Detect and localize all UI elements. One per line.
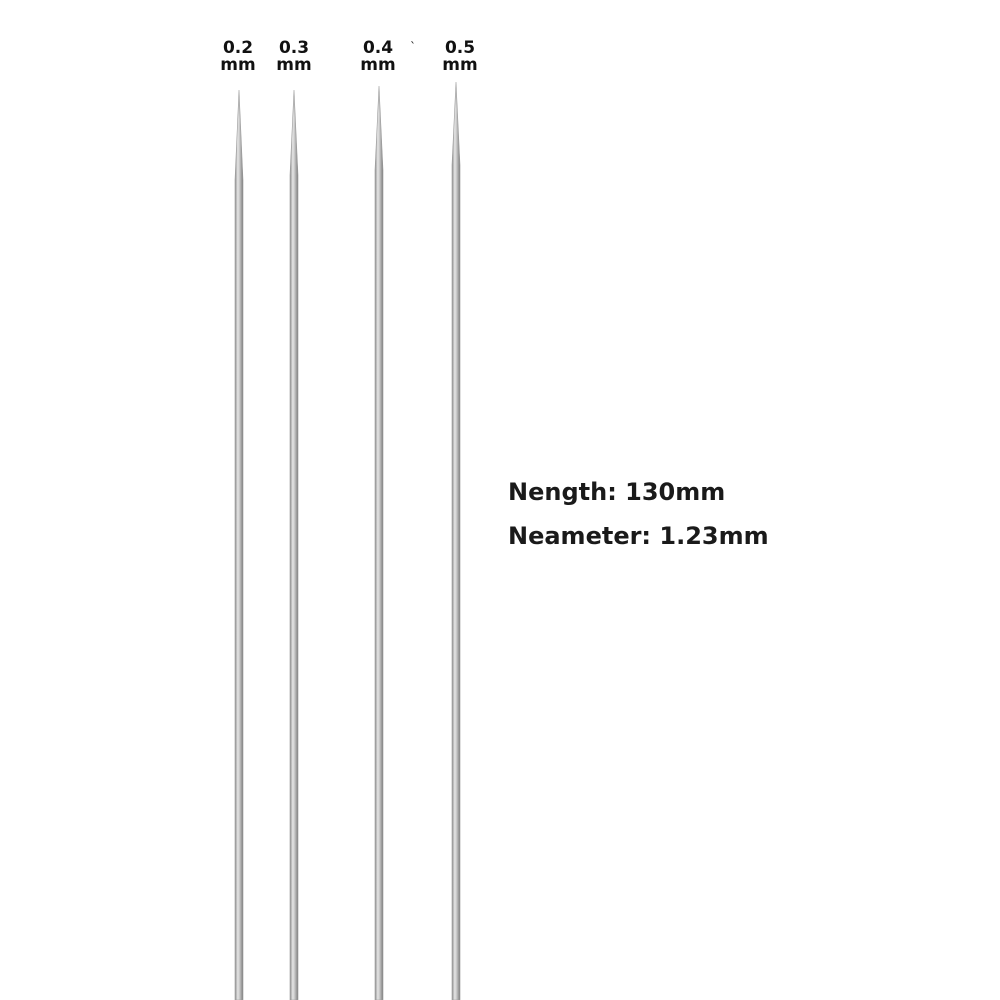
needle-size-unit: mm <box>360 55 396 75</box>
needle-size-unit: mm <box>442 55 478 75</box>
needle-0-2 <box>235 90 243 1000</box>
spec-diameter: Neameter: 1.23mm <box>508 522 769 550</box>
needle-size-value: 0.4 <box>362 38 394 58</box>
needle-0-3 <box>290 90 298 1000</box>
stray-tick-mark: ` <box>410 40 416 54</box>
needle-size-value: 0.3 <box>278 38 310 58</box>
needle-size-value: 0.2 <box>222 38 254 58</box>
needle-size-unit: mm <box>276 55 312 75</box>
needle-size-unit: mm <box>220 55 256 75</box>
spec-length: Nength: 130mm <box>508 478 726 506</box>
needle-0-5 <box>452 82 460 1000</box>
needle-size-value: 0.5 <box>444 38 476 58</box>
needle-0-4 <box>375 86 383 1000</box>
